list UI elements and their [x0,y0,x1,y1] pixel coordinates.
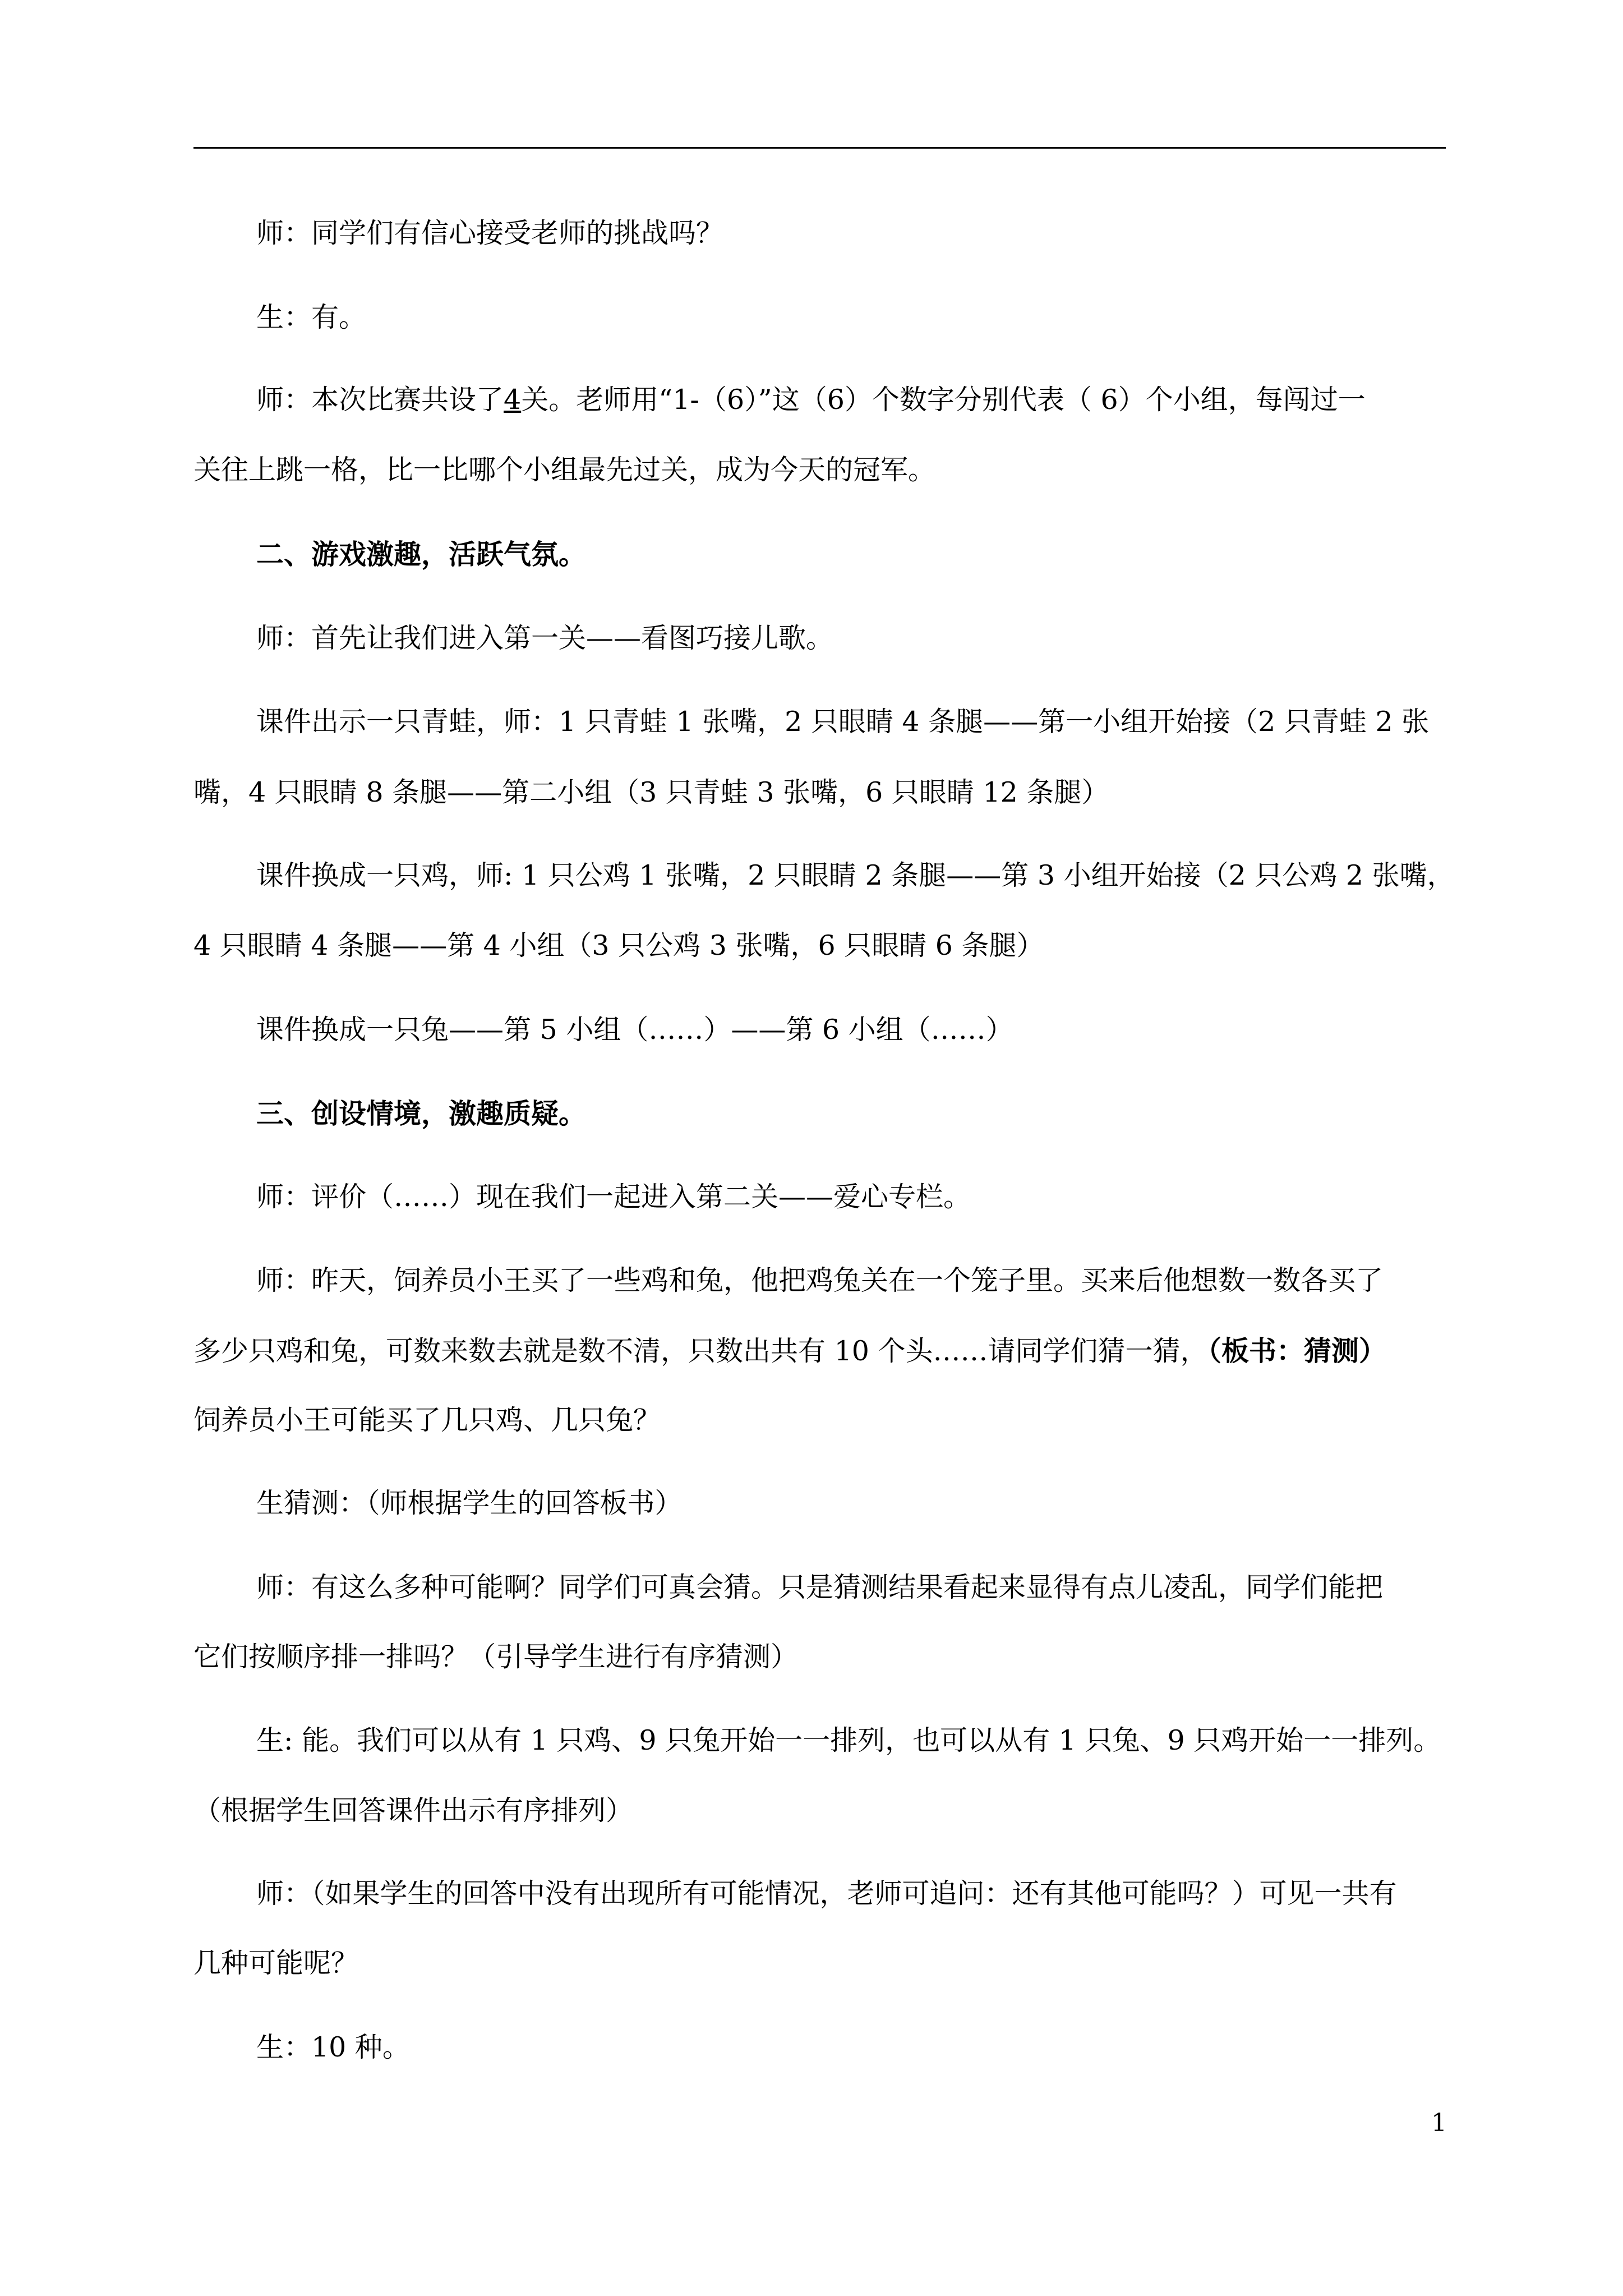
dialogue-line: 关往上跳一格，比一比哪个小组最先过关，成为今天的冠军。 [193,454,936,486]
dialogue-line: 生：10 种。 [256,2031,410,2063]
dialogue-line: 师：评价（……）现在我们一起进入第二关——爱心专栏。 [256,1181,971,1213]
board-note: （板书：猜测） [1207,1335,1387,1367]
dialogue-line: 师：有这么多种可能啊？同学们可真会猜。只是猜测结果看起来显得有点儿凌乱，同学们能把 [256,1571,1384,1603]
dialogue-line: 课件换成一只鸡，师: 1 只公鸡 1 张嘴，2 只眼睛 2 条腿——第 3 小组开始接（2 只公鸡 2 张嘴， [256,859,1455,891]
dialogue-line: 生: 能。我们可以从有 1 只鸡、9 只兔开始一一排列，也可以从有 1 只兔、9 只鸡开始一一排列。 [256,1724,1441,1756]
dialogue-line: 师：（如果学生的回答中没有出现所有可能情况，老师可追问：还有其他可能吗？）可见一共有 [256,1878,1397,1910]
dialogue-line: 它们按顺序排一排吗？（引导学生进行有序猜测） [193,1641,799,1673]
dialogue-line: 几种可能呢？ [193,1947,359,1979]
dialogue-line [193,383,1446,417]
dialogue-line: 饲养员小王可能买了几只鸡、几只兔？ [193,1404,661,1436]
section-heading: 二、游戏激趣，活跃气氛。 [256,538,587,570]
page-number: 1 [1431,2109,1447,2137]
dialogue-line [193,1334,1446,1368]
text-run: 师：本次比赛共设了 [256,384,504,416]
section-heading: 三、创设情境，激趣质疑。 [256,1097,587,1130]
dialogue-line: 师：昨天，饲养员小王买了一些鸡和兔，他把鸡兔关在一个笼子里。买来后他想数一数各买了 [256,1264,1384,1296]
dialogue-line: 生猜测：（师根据学生的回答板书） [256,1487,683,1519]
header-rule [193,147,1446,149]
underlined-number: 4 [504,384,522,416]
dialogue-line: 师：首先让我们进入第一关——看图巧接儿歌。 [256,622,834,654]
dialogue-line: 4 只眼睛 4 条腿——第 4 小组（3 只公鸡 3 张嘴，6 只眼睛 6 条腿） [193,930,1044,961]
text-run: 关。老师用“1-（6）”这（6）个数字分别代表（ 6）个小组，每闯过一 [521,384,1366,416]
dialogue-line: 课件换成一只兔——第 5 小组（……）——第 6 小组（……） [256,1014,1013,1046]
dialogue-line: （根据学生回答课件出示有序排列） [193,1795,634,1826]
dialogue-line: 嘴，4 只眼睛 8 条腿——第二小组（3 只青蛙 3 张嘴，6 只眼睛 12 条腿） [193,776,1109,808]
dialogue-line: 生：有。 [256,301,367,333]
dialogue-line: 师：同学们有信心接受老师的挑战吗？ [256,217,724,249]
dialogue-line: 课件出示一只青蛙，师：1 只青蛙 1 张嘴，2 只眼睛 4 条腿——第一小组开始接（2 只青蛙 2 张 [256,706,1430,738]
text-run: 多少只鸡和兔，可数来数去就是数不清，只数出共有 10 个头……请同学们猜一猜， [193,1335,1208,1367]
